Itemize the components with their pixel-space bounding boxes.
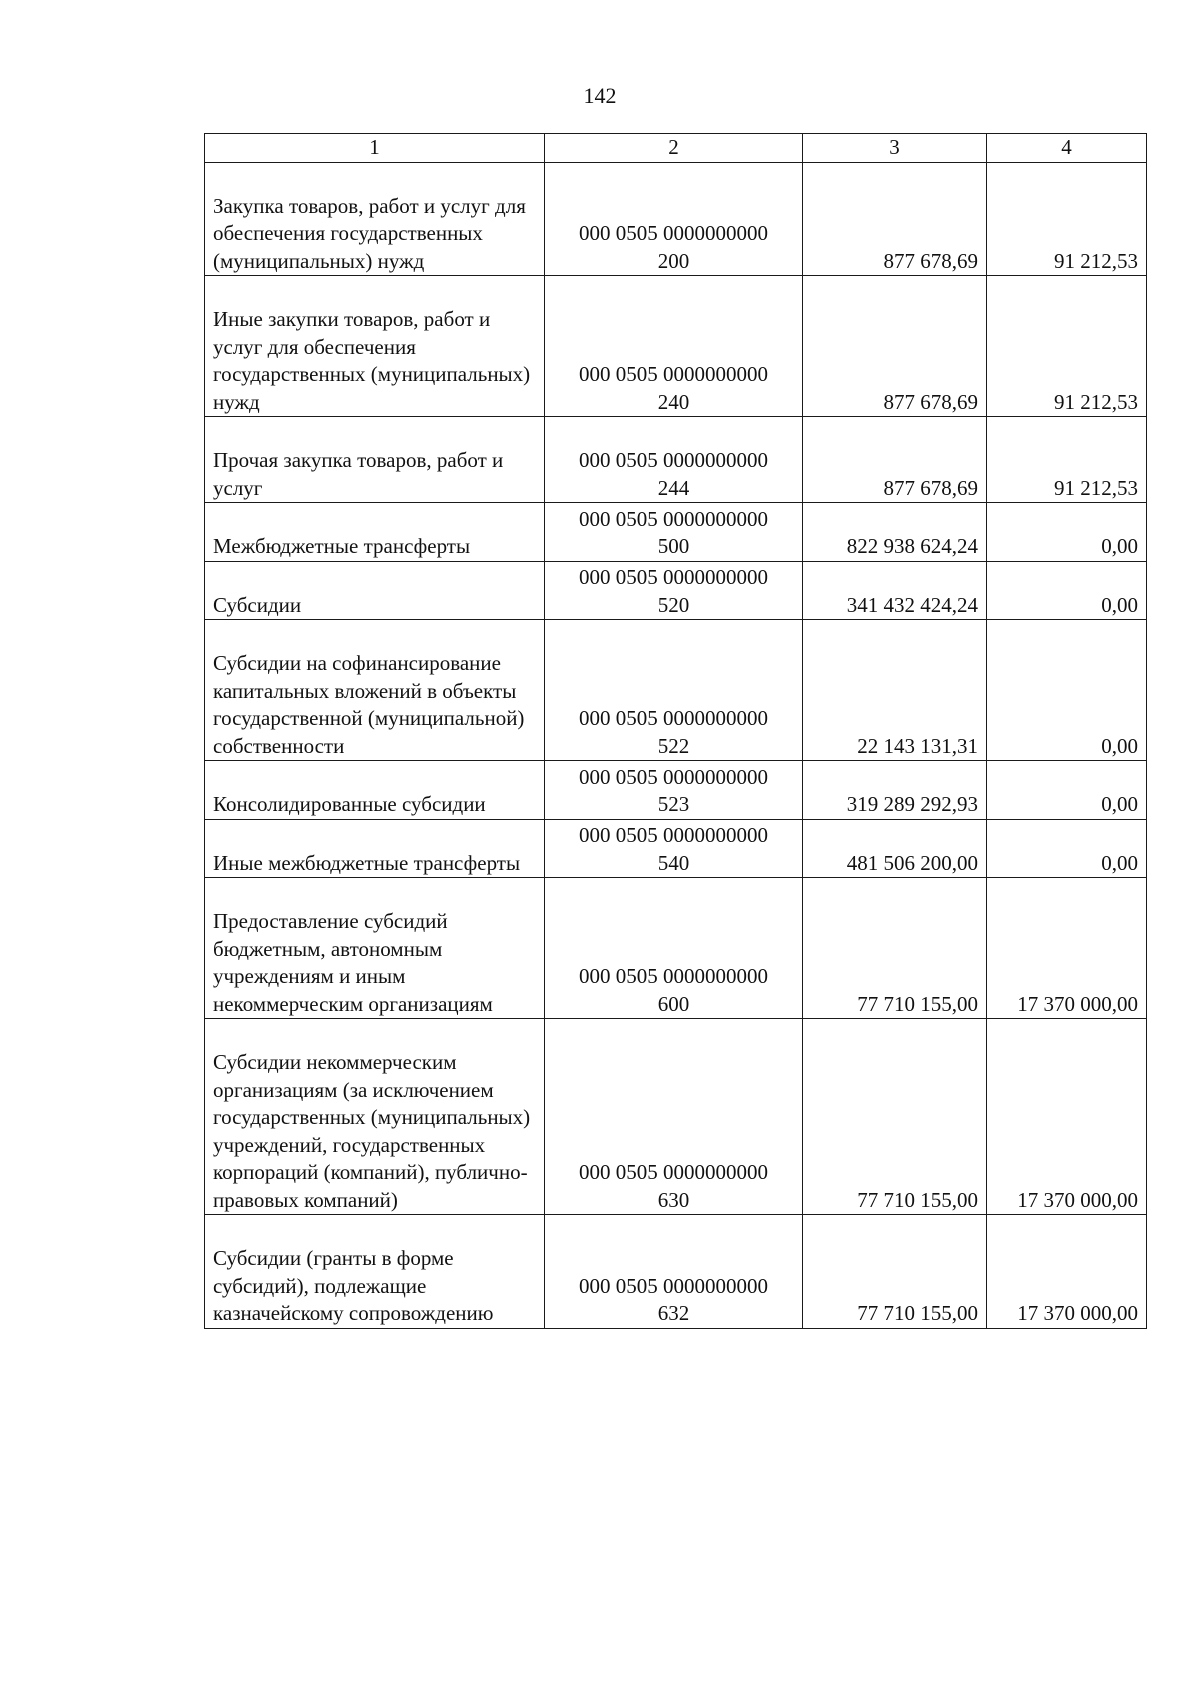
row-code-suffix: 540 — [657, 850, 690, 875]
row-col3-value: 77 710 155,00 — [803, 1019, 987, 1215]
row-code-suffix: 200 — [657, 248, 690, 273]
row-code-main: 000 0505 0000000000 — [579, 1273, 768, 1298]
row-name: Субсидии на софинансирование капитальных вложений в объекты государственной (муниципальной) собственности — [205, 620, 545, 761]
row-col3-value: 22 143 131,31 — [803, 620, 987, 761]
row-code-main: 000 0505 0000000000 — [579, 964, 768, 988]
table-row — [205, 1019, 1147, 1215]
row-name: Субсидии (гранты в форме субсидий), подлежащие казначейскому сопровождению — [205, 1215, 545, 1329]
row-code-suffix: 523 — [657, 792, 690, 816]
row-col4-value: 0,00 — [987, 761, 1147, 820]
row-col4-value: 17 370 000,00 — [987, 1215, 1147, 1329]
row-code-main: 000 0505 0000000000 — [579, 362, 768, 386]
row-name: Предоставление субсидий бюджетным, автономным учреждениям и иным некоммерческим организациям — [205, 878, 545, 1019]
row-col4-value: 91 212,53 — [987, 162, 1147, 276]
row-col3-value: 822 938 624,24 — [803, 503, 987, 562]
table-row — [205, 417, 1147, 503]
column-header-2: 2 — [545, 134, 803, 163]
row-code — [545, 417, 803, 503]
row-code-main: 000 0505 0000000000 — [579, 706, 768, 730]
row-col3-value: 77 710 155,00 — [803, 878, 987, 1019]
table-row — [205, 761, 1147, 820]
row-name: Межбюджетные трансферты — [205, 503, 545, 562]
row-code — [545, 878, 803, 1019]
row-code-main: 000 0505 0000000000 — [579, 1160, 768, 1184]
row-name: Иные закупки товаров, работ и услуг для обеспечения государственных (муниципальных) нужд — [205, 276, 545, 417]
row-code-suffix: 520 — [657, 592, 690, 617]
row-col3-value: 319 289 292,93 — [803, 761, 987, 820]
row-col4-value: 17 370 000,00 — [987, 878, 1147, 1019]
table-row — [205, 819, 1147, 878]
row-code-main: 000 0505 0000000000 — [579, 823, 768, 847]
row-code-main: 000 0505 0000000000 — [579, 221, 768, 245]
table-row — [205, 1215, 1147, 1329]
row-col4-value: 0,00 — [987, 561, 1147, 620]
row-code-main: 000 0505 0000000000 — [579, 448, 768, 472]
row-code — [545, 761, 803, 820]
row-name: Прочая закупка товаров, работ и услуг — [205, 417, 545, 503]
row-code-suffix: 600 — [657, 991, 690, 1016]
row-code-suffix: 244 — [657, 475, 690, 500]
row-code-suffix: 500 — [657, 534, 690, 558]
table-row — [205, 620, 1147, 761]
row-col4-value: 0,00 — [987, 620, 1147, 761]
row-col3-value: 877 678,69 — [803, 162, 987, 276]
budget-table — [204, 133, 1147, 1329]
row-col3-value: 877 678,69 — [803, 276, 987, 417]
row-code — [545, 503, 803, 562]
row-code-main: 000 0505 0000000000 — [579, 764, 768, 789]
row-col3-value: 77 710 155,00 — [803, 1215, 987, 1329]
row-code — [545, 620, 803, 761]
row-code — [545, 162, 803, 276]
row-code-suffix: 522 — [657, 733, 690, 758]
row-code — [545, 1019, 803, 1215]
row-col3-value: 877 678,69 — [803, 417, 987, 503]
row-name: Субсидии — [205, 561, 545, 620]
row-code-suffix: 630 — [657, 1187, 690, 1212]
column-header-3: 3 — [803, 134, 987, 163]
row-name: Консолидированные субсидии — [205, 761, 545, 820]
row-col4-value: 0,00 — [987, 819, 1147, 878]
row-code — [545, 1215, 803, 1329]
row-col4-value: 0,00 — [987, 503, 1147, 562]
row-name: Иные межбюджетные трансферты — [205, 819, 545, 878]
row-code-suffix: 240 — [657, 389, 690, 414]
row-code-main: 000 0505 0000000000 — [579, 506, 768, 531]
column-header-1: 1 — [205, 134, 545, 163]
row-col3-value: 481 506 200,00 — [803, 819, 987, 878]
table-row — [205, 162, 1147, 276]
row-name: Закупка товаров, работ и услуг для обеспечения государственных (муниципальных) нужд — [205, 162, 545, 276]
page-number: 142 — [583, 83, 617, 108]
row-code — [545, 819, 803, 878]
row-col4-value: 17 370 000,00 — [987, 1019, 1147, 1215]
row-code — [545, 276, 803, 417]
table-row — [205, 503, 1147, 562]
row-code-suffix: 632 — [657, 1301, 690, 1325]
row-code — [545, 561, 803, 620]
table-row — [205, 878, 1147, 1019]
row-col4-value: 91 212,53 — [987, 276, 1147, 417]
row-col3-value: 341 432 424,24 — [803, 561, 987, 620]
table-header-row — [205, 134, 1147, 163]
column-header-4: 4 — [987, 134, 1147, 163]
table-row — [205, 276, 1147, 417]
row-col4-value: 91 212,53 — [987, 417, 1147, 503]
row-code-main: 000 0505 0000000000 — [579, 565, 768, 589]
row-name: Субсидии некоммерческим организациям (за исключением государственных (муниципальных) учреждений, государственных корпораций (компаний), публично-правовых компаний) — [205, 1019, 545, 1215]
table-row — [205, 561, 1147, 620]
